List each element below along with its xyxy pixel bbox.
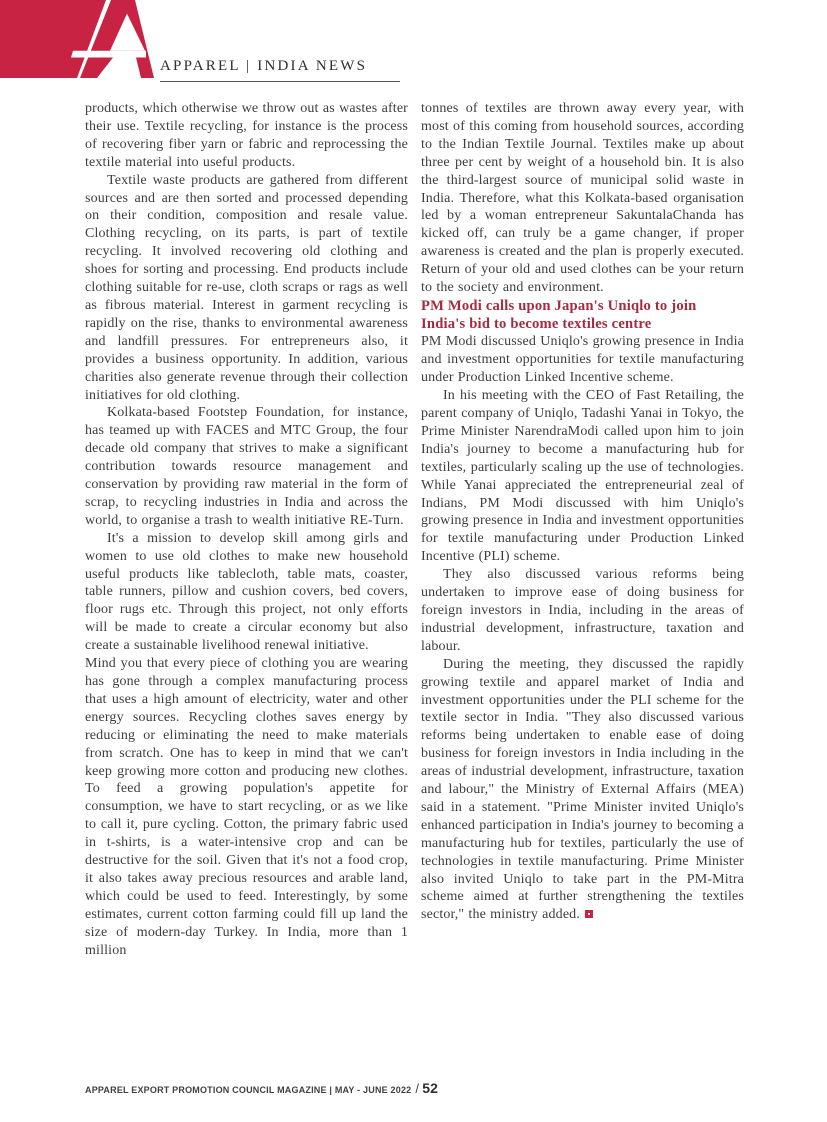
paragraph: During the meeting, they discussed the rapidly growing textile and apparel market of India and investment opportunities under the PLI scheme for the textile sector in India. "They also discussed various reforms being undertaken to enable ease of doing business for foreign investors in India including in the areas of industrial development, infrastructure, taxation and labour," the Ministry of External Affairs (MEA) said in a statement. "Prime Minister invited Uniqlo's enhanced participation in India's journey to becoming a manufacturing hub for textiles, particularly the use of technologies in textile manufacturing. Prime Minister also invited Uniqlo to take part in the PM-Mitra scheme aimed at further strengthening the textiles sector," the ministry added. bbox=[421, 656, 744, 923]
column-right-intro bbox=[421, 100, 744, 297]
page-header bbox=[0, 0, 827, 86]
article-heading: PM Modi calls upon Japan's Uniqlo to join India's bid to become textiles centre bbox=[421, 297, 697, 333]
header-rule bbox=[160, 81, 400, 82]
article-body bbox=[85, 100, 744, 960]
paragraph: Mind you that every piece of clothing you are wearing has gone through a complex manufacturing process that uses a high amount of electricity, water and other energy sources. Recycling clothes saves energy by reducing or eliminating the need to make materials from scratch. One has to keep in mind that we can't keep growing more cotton and producing new clothes. To feed a growing population's appetite for consumption, we have to start recycling, or as we like to call it, pure cycling. Cotton, the primary fabric used in t-shirts, is a water-intensive crop and can be destructive for the soil. Given that it's not a food crop, it also takes away precious resources and arable land, which could be used to feed. Interestingly, by some estimates, current cotton farming could fill up land the size of modern-day Turkey. In India, more than 1 million bbox=[85, 656, 408, 958]
paragraph: products, which otherwise we throw out as wastes after their use. Textile recycling, for instance is the process of recovering fiber yarn or fabric and reprocessing the textile material into useful products. bbox=[85, 101, 408, 170]
paragraph: PM Modi discussed Uniqlo's growing presence in India and investment opportunities for textile manufacturing under Production Linked Incentive scheme. bbox=[421, 334, 744, 386]
column-left bbox=[85, 100, 408, 960]
footer-separator: / bbox=[415, 1081, 420, 1096]
apparel-logo-a-icon bbox=[0, 0, 160, 78]
page-number: 52 bbox=[422, 1080, 439, 1096]
article-end-icon bbox=[585, 910, 593, 918]
paragraph: In his meeting with the CEO of Fast Retailing, the parent company of Uniqlo, Tadashi Yanai in Tokyo, the Prime Minister NarendraModi called upon him to join India's journey to become a manufacturing hub for textiles, particularly scaling up the use of technologies. While Yanai appreciated the entrepreneurial zeal of Indians, PM Modi discussed with him Uniqlo's growing presence in India and investment opportunities for textile manufacturing under Production Linked Incentive (PLI) scheme. bbox=[421, 388, 744, 565]
section-title: APPAREL | INDIA NEWS bbox=[160, 58, 368, 74]
column-right-body bbox=[421, 333, 744, 924]
paragraph: Textile waste products are gathered from different sources and are then sorted and processed depending on their condition, composition and resale value. Clothing recycling, on its parts, is part of textile recycling. It involved recovering old clothing and shoes for sorting and processing. End products include clothing suitable for re-use, cloth scraps or rags as well as fibrous material. Interest in garment recycling is rapidly on the rise, thanks to environmental awareness and landfill pressures. For entrepreneurs also, it provides a business opportunity. In addition, various charities also generate revenue through their collection initiatives for old clothing. bbox=[85, 172, 408, 403]
paragraph: They also discussed various reforms being undertaken to improve ease of doing business for foreign investors in India, including in the areas of industrial development, infrastructure, taxation and labour. bbox=[421, 567, 744, 654]
paragraph: It's a mission to develop skill among girls and women to use old clothes to make new household useful products like tablecloth, table mats, coaster, table runners, pillow and cushion covers, bed covers, floor rugs etc. Through this project, not only efforts will be made to create a circular economy but also create a sustainable livelihood renewal initiative. bbox=[85, 530, 408, 654]
footer-magazine-line: APPAREL EXPORT PROMOTION COUNCIL MAGAZINE | MAY - JUNE 2022 bbox=[85, 1085, 412, 1095]
page-footer bbox=[85, 1080, 438, 1096]
paragraph: tonnes of textiles are thrown away every year, with most of this coming from household sources, according to the Indian Textile Journal. Textiles make up about three per cent by weight of a household bin. It is also the third-largest source of municipal solid waste in India. Therefore, what this Kolkata-based organisation led by a woman entrepreneur SakuntalaChanda has kicked off, can truly be a game changer, if proper awareness is created and the plan is properly executed. Return of your old and used clothes can be your return to the society and environment. bbox=[421, 101, 744, 296]
column-right bbox=[421, 100, 744, 960]
paragraph: Kolkata-based Footstep Foundation, for instance, has teamed up with FACES and MTC Group, the four decade old company that strives to make a significant contribution towards resource management and conservation by providing raw material in the form of scrap, to recycling industries in India and across the world, to organise a trash to wealth initiative RE-Turn. bbox=[85, 405, 408, 528]
